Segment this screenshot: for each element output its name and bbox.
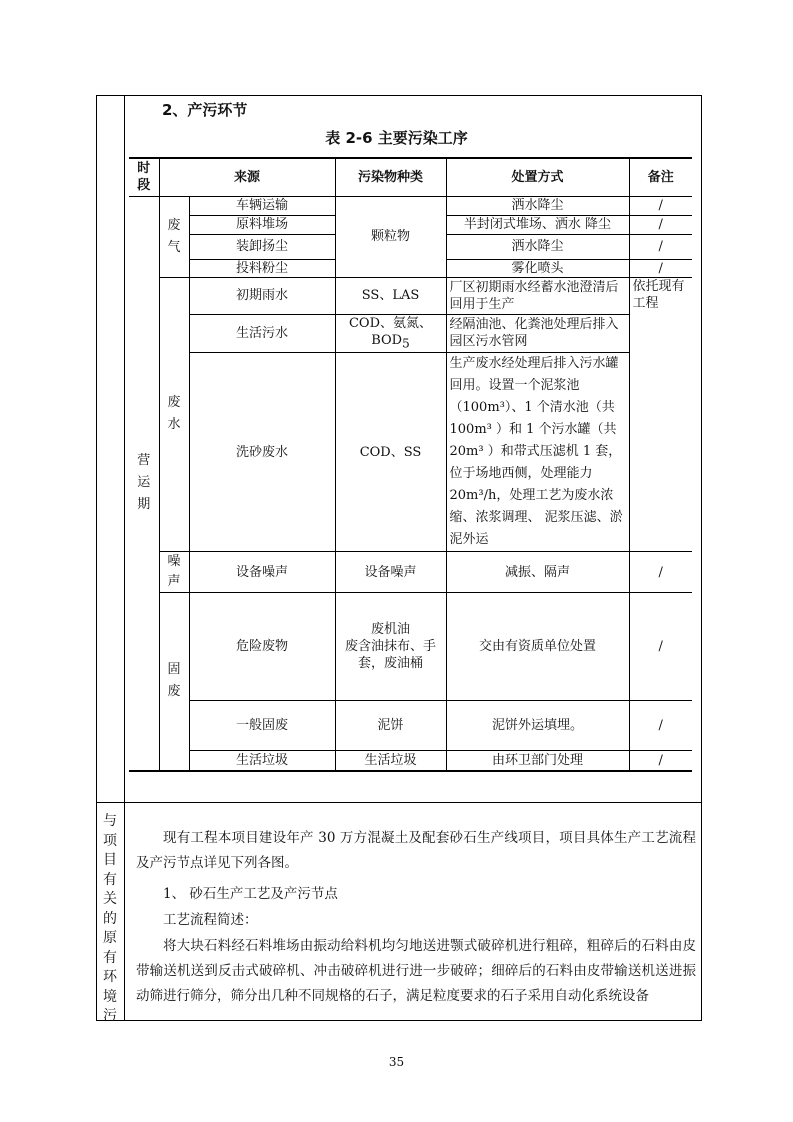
pollutant-cell: 废机油 废含油抹布、手套，废油桶 [335,593,446,701]
paragraph-subheading: 1、 砂石生产工艺及产污节点 [163,886,338,902]
table-row [129,353,692,552]
note-cell: / [629,701,692,751]
group-solid-waste: 固废 [159,593,189,771]
table-row [129,751,692,771]
paragraph-process-title: 工艺流程简述： [163,912,258,928]
method-cell: 雾化喷头 [446,259,629,277]
source-cell: 一般固废 [189,701,335,751]
method-cell: 半封闭式堆场、洒水 降尘 [446,215,629,234]
method-cell: 洒水降尘 [446,196,629,215]
table-row [129,277,692,314]
period-cell: 营运期 [129,196,159,771]
page-number: 35 [388,1055,405,1069]
method-cell: 厂区初期雨水经蓄水池澄清后回用于生产 [446,277,629,314]
pollutant-cell: 生活垃圾 [335,751,446,771]
note-cell: / [629,234,692,259]
method-cell: 经隔油池、化粪池处理后排入园区污水管网 [446,314,629,353]
source-cell: 设备噪声 [189,552,335,593]
source-cell: 投料粉尘 [189,259,335,277]
source-cell: 装卸扬尘 [189,234,335,259]
pollution-table [129,157,692,772]
side-section-label: 与项目有关的原有环境污 [103,813,117,1024]
method-cell: 由环卫部门处理 [446,751,629,771]
source-cell: 危险废物 [189,593,335,701]
source-cell: 车辆运输 [189,196,335,215]
method-cell: 交由有资质单位处置 [446,593,629,701]
pollutant-cell: COD、氨氮、 $BOD_5$ [335,314,446,353]
table-caption: 表 2-6 主要污染工序 [325,129,468,147]
table-row [129,701,692,751]
source-cell: 生活污水 [189,314,335,353]
pollutant-cell: 泥饼 [335,701,446,751]
note-cell: 依托现有工程 [629,277,692,552]
pollutant-cell: COD、SS [335,353,446,552]
method-cell: 泥饼外运填埋。 [446,701,629,751]
source-cell: 初期雨水 [189,277,335,314]
pollutant-cell: 设备噪声 [335,552,446,593]
table-row [129,314,692,353]
source-cell: 生活垃圾 [189,751,335,771]
header-source: 来源 [159,158,335,196]
section-divider [96,802,702,803]
method-cell: 生产废水经处理后排入污水罐回用。设置一个泥浆池（100m³）、1 个清水池（共 100m³ ）和 1 个污水罐（共 20m³ ）和带式压滤机 1 套，位于场地西侧，处理能力 20m³/h，处理工艺为废水浓缩、浓浆调理、 泥浆压滤、淤泥外运 [446,353,629,552]
pollutant-cell: 颗粒物 [335,196,446,277]
method-cell: 洒水降尘 [446,234,629,259]
note-cell: / [629,259,692,277]
section-title: 2、产污环节 [162,101,248,119]
table-row [129,552,692,593]
group-waste-gas: 废气 [159,196,189,277]
paragraph-process-body: 将大块石料经石料堆场由振动给料机均匀地送进颚式破碎机进行粗碎，粗碎后的石料由皮带输送机送到反击式破碎机、冲击破碎机进行进一步破碎；细碎后的石料由皮带输送机送进振动筛进行筛分，筛分出几种不同规格的石子，满足粒度要求的石子采用自动化系统设备 [136,938,696,1004]
note-cell: / [629,552,692,593]
group-waste-water: 废水 [159,277,189,552]
table-row [129,196,692,215]
note-cell: / [629,593,692,701]
header-method: 处置方式 [446,158,629,196]
header-pollutant: 污染物种类 [335,158,446,196]
header-period: 时段 [129,158,159,196]
method-cell: 减振、隔声 [446,552,629,593]
note-cell: / [629,751,692,771]
paragraph-intro: 现有工程本项目建设年产 30 万方混凝土及配套砂石生产线项目，项目具体生产工艺流程及产污节点详见下列各图。 [136,830,696,871]
group-noise: 噪声 [159,552,189,593]
source-cell: 洗砂废水 [189,353,335,552]
note-cell: / [629,215,692,234]
source-cell: 原料堆场 [189,215,335,234]
table-row [129,593,692,701]
header-note: 备注 [629,158,692,196]
note-cell: / [629,196,692,215]
left-column-divider [124,95,125,1021]
pollutant-cell: SS、LAS [335,277,446,314]
table-header-row [129,158,692,196]
